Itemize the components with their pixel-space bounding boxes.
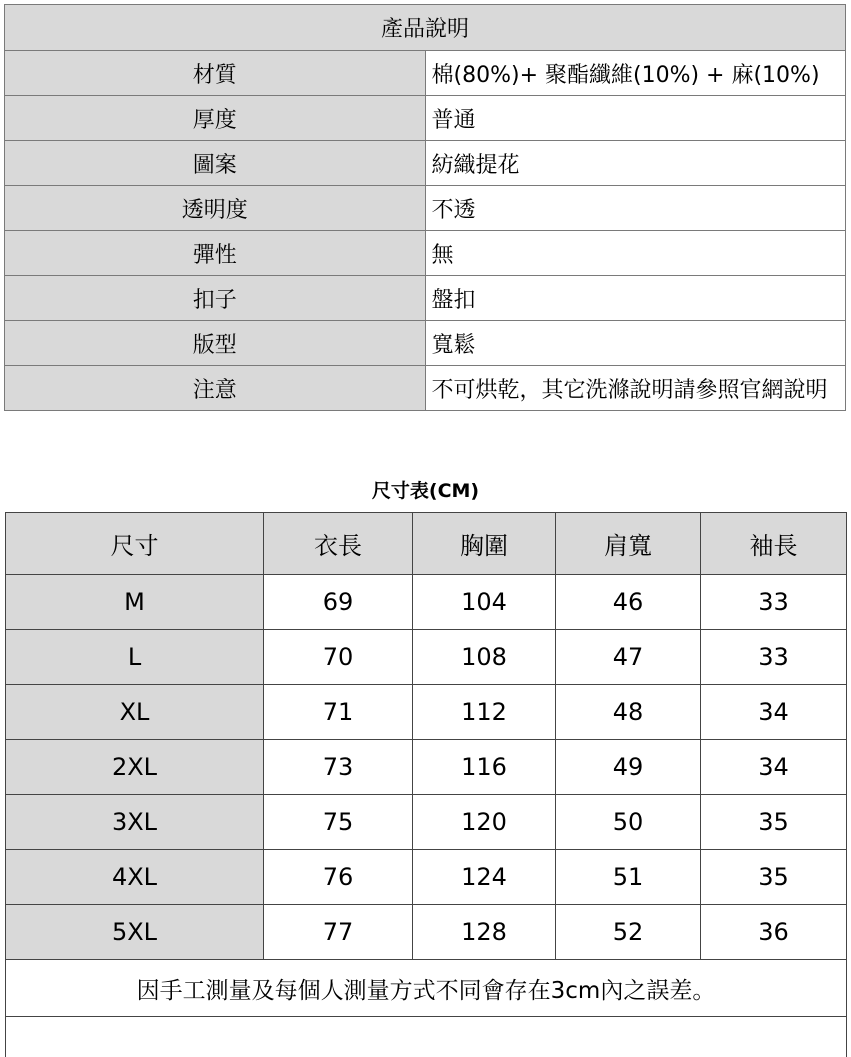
product-row-label: 彈性 [5,231,426,276]
product-row [5,231,846,276]
size-row [6,575,847,630]
length-cell: 73 [264,740,413,795]
column-header-sleeve: 袖長 [701,513,847,575]
size-row [6,630,847,685]
size-label-cell: 4XL [6,850,264,905]
column-header-shoulder: 肩寬 [556,513,701,575]
measurement-note-row [6,960,847,1017]
size-row [6,905,847,960]
product-row [5,321,846,366]
product-row [5,141,846,186]
size-chart-header-row [6,513,847,575]
product-row-value: 普通 [425,96,846,141]
product-row-value: 無 [425,231,846,276]
length-cell: 69 [264,575,413,630]
size-label-cell: XL [6,685,264,740]
sleeve-cell: 36 [701,905,847,960]
product-row-value: 盤扣 [425,276,846,321]
size-label-cell: 5XL [6,905,264,960]
sleeve-cell: 35 [701,850,847,905]
product-row-value: 棉(80%)+ 聚酯纖維(10%) + 麻(10%) [425,51,846,96]
product-row [5,51,846,96]
shoulder-cell: 46 [556,575,701,630]
measurement-note: 因手工測量及每個人測量方式不同會存在3cm內之誤差。 [6,960,847,1017]
product-row-label: 厚度 [5,96,426,141]
shoulder-cell: 48 [556,685,701,740]
product-row [5,276,846,321]
sleeve-cell: 34 [701,740,847,795]
shoulder-cell: 49 [556,740,701,795]
chest-cell: 104 [413,575,556,630]
product-row-label: 圖案 [5,141,426,186]
size-chart-table [5,512,847,1057]
chest-cell: 128 [413,905,556,960]
empty-row [6,1017,847,1057]
size-label-cell: 2XL [6,740,264,795]
chest-cell: 116 [413,740,556,795]
shoulder-cell: 52 [556,905,701,960]
product-row [5,186,846,231]
length-cell: 75 [264,795,413,850]
chest-cell: 112 [413,685,556,740]
size-row [6,685,847,740]
product-row-value: 不透 [425,186,846,231]
chest-cell: 120 [413,795,556,850]
product-row [5,366,846,411]
sleeve-cell: 33 [701,630,847,685]
size-row [6,795,847,850]
product-row-label: 扣子 [5,276,426,321]
column-header-length: 衣長 [264,513,413,575]
product-row-label: 版型 [5,321,426,366]
product-header-row [5,5,846,51]
product-row-label: 注意 [5,366,426,411]
sleeve-cell: 34 [701,685,847,740]
product-description-table [4,4,846,411]
shoulder-cell: 50 [556,795,701,850]
product-row [5,96,846,141]
chest-cell: 108 [413,630,556,685]
size-label-cell: 3XL [6,795,264,850]
length-cell: 71 [264,685,413,740]
empty-cell [6,1017,847,1057]
product-row-value: 紡織提花 [425,141,846,186]
size-chart-title: 尺寸表(CM) [371,480,480,502]
chest-cell: 124 [413,850,556,905]
length-cell: 76 [264,850,413,905]
product-row-value: 寬鬆 [425,321,846,366]
length-cell: 77 [264,905,413,960]
product-row-label: 材質 [5,51,426,96]
size-label-cell: L [6,630,264,685]
column-header-chest: 胸圍 [413,513,556,575]
column-header-size: 尺寸 [6,513,264,575]
shoulder-cell: 51 [556,850,701,905]
size-row [6,740,847,795]
sleeve-cell: 35 [701,795,847,850]
length-cell: 70 [264,630,413,685]
shoulder-cell: 47 [556,630,701,685]
size-label-cell: M [6,575,264,630]
product-title: 產品說明 [5,5,846,51]
product-row-label: 透明度 [5,186,426,231]
product-row-value: 不可烘乾，其它洗滌說明請參照官網說明 [425,366,846,411]
sleeve-cell: 33 [701,575,847,630]
size-row [6,850,847,905]
